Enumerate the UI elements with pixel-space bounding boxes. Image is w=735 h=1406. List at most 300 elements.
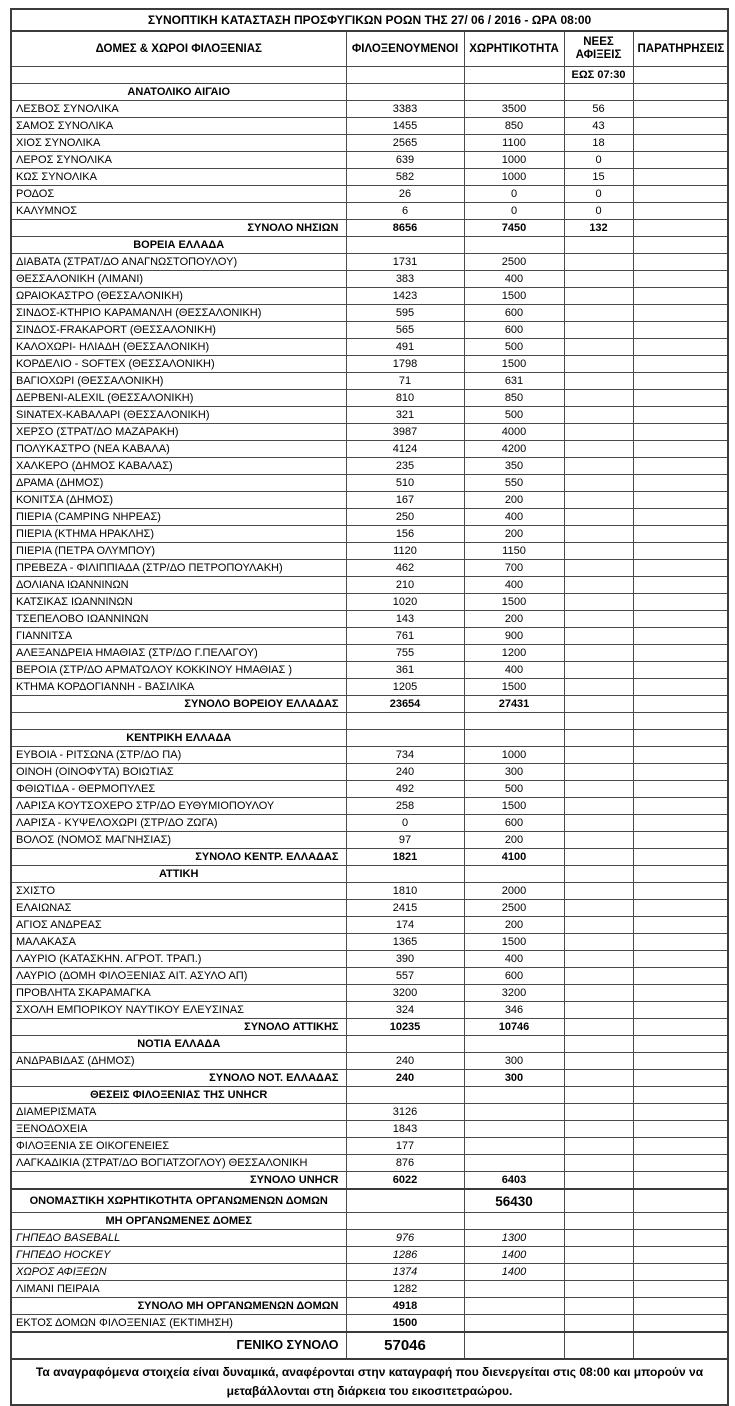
- table-row: [11, 526, 728, 543]
- cell-label: ΤΣΕΠΕΛΟΒΟ ΙΩΑΝΝΙΝΩΝ: [11, 611, 346, 628]
- cell-arrivals: [564, 1332, 633, 1359]
- cell-notes: [633, 152, 728, 169]
- cell-arrivals: [564, 1087, 633, 1104]
- cell-hosted: 1810: [346, 883, 464, 900]
- column-header-row: [11, 31, 728, 67]
- cell-arrivals: [564, 1172, 633, 1190]
- cell-notes: [633, 764, 728, 781]
- cell-capacity: 0: [464, 186, 564, 203]
- cell-notes: [633, 1070, 728, 1087]
- cell-arrivals: [564, 662, 633, 679]
- cell-arrivals: [564, 254, 633, 271]
- table-row: [11, 475, 728, 492]
- cell-hosted: [346, 84, 464, 101]
- cell-capacity: [464, 1087, 564, 1104]
- cell-arrivals: [564, 526, 633, 543]
- cell-capacity: 1400: [464, 1264, 564, 1281]
- cell-capacity: [464, 1281, 564, 1298]
- cell-notes: [633, 407, 728, 424]
- cell-capacity: [464, 1121, 564, 1138]
- table-row: [11, 118, 728, 135]
- cell-capacity: 7450: [464, 220, 564, 237]
- cell-arrivals: [564, 934, 633, 951]
- cell-capacity: 2500: [464, 254, 564, 271]
- table-row: [11, 441, 728, 458]
- column-header-remarks: ΠΑΡΑΤΗΡΗΣΕΙΣ: [633, 31, 728, 67]
- total-row: [11, 1298, 728, 1315]
- cell-label: SINATEX-ΚΑΒΑΛΑΡΙ (ΘΕΣΣΑΛΟΝΙΚΗ): [11, 407, 346, 424]
- table-row: [11, 203, 728, 220]
- cell-hosted: 71: [346, 373, 464, 390]
- cell-label: ΒΟΡΕΙΑ ΕΛΛΑΔΑ: [11, 237, 346, 254]
- cell-label: ΣΧΙΣΤΟ: [11, 883, 346, 900]
- cell-hosted: 156: [346, 526, 464, 543]
- cell-arrivals: [564, 1036, 633, 1053]
- subheader-arrivals-until: ΕΩΣ 07:30: [564, 67, 633, 84]
- table-row: [11, 560, 728, 577]
- section-header-row: [11, 1036, 728, 1053]
- footer-note-row: [11, 1359, 728, 1405]
- cell-notes: [633, 1298, 728, 1315]
- cell-arrivals: [564, 1070, 633, 1087]
- cell-notes: [633, 322, 728, 339]
- cell-notes: [633, 339, 728, 356]
- table-row: [11, 305, 728, 322]
- cell-notes: [633, 135, 728, 152]
- cell-capacity: 1500: [464, 288, 564, 305]
- cell-notes: [633, 696, 728, 713]
- cell-arrivals: [564, 305, 633, 322]
- cell-label: ΒΑΓΙΟΧΩΡΙ (ΘΕΣΣΑΛΟΝΙΚΗ): [11, 373, 346, 390]
- table-row: [11, 917, 728, 934]
- cell-hosted: 557: [346, 968, 464, 985]
- cell-hosted: 1500: [346, 1315, 464, 1333]
- cell-hosted: 177: [346, 1138, 464, 1155]
- cell-hosted: 210: [346, 577, 464, 594]
- cell-label: ΧΑΛΚΕΡΟ (ΔΗΜΟΣ ΚΑΒΑΛΑΣ): [11, 458, 346, 475]
- subheader-empty: [464, 67, 564, 84]
- cell-capacity: 300: [464, 764, 564, 781]
- cell-hosted: 510: [346, 475, 464, 492]
- cell-capacity: [464, 1315, 564, 1333]
- cell-notes: [633, 220, 728, 237]
- cell-arrivals: [564, 1019, 633, 1036]
- cell-notes: [633, 628, 728, 645]
- cell-label: ΝΟΤΙΑ ΕΛΛΑΔΑ: [11, 1036, 346, 1053]
- cell-arrivals: [564, 1230, 633, 1247]
- table-row: [11, 322, 728, 339]
- cell-hosted: 174: [346, 917, 464, 934]
- cell-capacity: 200: [464, 832, 564, 849]
- cell-capacity: 1000: [464, 152, 564, 169]
- cell-hosted: 755: [346, 645, 464, 662]
- cell-arrivals: 132: [564, 220, 633, 237]
- cell-hosted: 143: [346, 611, 464, 628]
- cell-label: ΡΟΔΟΣ: [11, 186, 346, 203]
- cell-label: ΔΟΛΙΑΝΑ ΙΩΑΝΝΙΝΩΝ: [11, 577, 346, 594]
- subheader-empty: [346, 67, 464, 84]
- cell-label: ΕΚΤΟΣ ΔΟΜΩΝ ΦΙΛΟΞΕΝΙΑΣ (ΕΚΤΙΜΗΣΗ): [11, 1315, 346, 1333]
- cell-arrivals: [564, 815, 633, 832]
- cell-notes: [633, 1281, 728, 1298]
- cell-arrivals: [564, 560, 633, 577]
- table-row: [11, 662, 728, 679]
- cell-arrivals: [564, 84, 633, 101]
- cell-capacity: [464, 866, 564, 883]
- cell-hosted: [346, 1189, 464, 1213]
- cell-arrivals: [564, 1121, 633, 1138]
- cell-hosted: [346, 1036, 464, 1053]
- cell-arrivals: [564, 1155, 633, 1172]
- total-row: [11, 1172, 728, 1190]
- cell-notes: [633, 645, 728, 662]
- cell-notes: [633, 985, 728, 1002]
- cell-hosted: 976: [346, 1230, 464, 1247]
- cell-label: ΓΕΝΙΚΟ ΣΥΝΟΛΟ: [11, 1332, 346, 1359]
- cell-capacity: 3500: [464, 101, 564, 118]
- cell-label: ΣΥΝΟΛΟ UNHCR: [11, 1172, 346, 1190]
- grand-total-row: [11, 1332, 728, 1359]
- cell-hosted: 4918: [346, 1298, 464, 1315]
- cell-notes: [633, 356, 728, 373]
- cell-capacity: 0: [464, 203, 564, 220]
- cell-capacity: 1150: [464, 543, 564, 560]
- cell-hosted: 582: [346, 169, 464, 186]
- cell-label: ΠΟΛΥΚΑΣΤΡΟ (ΝΕΑ ΚΑΒΑΛΑ): [11, 441, 346, 458]
- cell-arrivals: 0: [564, 152, 633, 169]
- cell-capacity: 1300: [464, 1230, 564, 1247]
- cell-arrivals: [564, 475, 633, 492]
- cell-arrivals: [564, 883, 633, 900]
- cell-capacity: 27431: [464, 696, 564, 713]
- cell-notes: [633, 747, 728, 764]
- cell-notes: [633, 441, 728, 458]
- cell-label: ΠΡΕΒΕΖΑ - ΦΙΛΙΠΠΙΑΔΑ (ΣΤΡ/ΔΟ ΠΕΤΡΟΠΟΥΛΑΚΗ): [11, 560, 346, 577]
- cell-capacity: [464, 730, 564, 747]
- cell-hosted: 3987: [346, 424, 464, 441]
- cell-arrivals: [564, 543, 633, 560]
- table-row: [11, 1053, 728, 1070]
- cell-arrivals: [564, 781, 633, 798]
- cell-label: ΚΤΗΜΑ ΚΟΡΔΟΓΙΑΝΝΗ - ΒΑΣΙΛΙΚΑ: [11, 679, 346, 696]
- cell-label: ΦΘΙΩΤΙΔΑ - ΘΕΡΜΟΠΥΛΕΣ: [11, 781, 346, 798]
- cell-notes: [633, 1053, 728, 1070]
- cell-notes: [633, 917, 728, 934]
- cell-capacity: 200: [464, 492, 564, 509]
- subheader-empty: [11, 67, 346, 84]
- cell-notes: [633, 611, 728, 628]
- cell-hosted: 1205: [346, 679, 464, 696]
- cell-label: ΕΛΑΙΩΝΑΣ: [11, 900, 346, 917]
- cell-notes: [633, 1332, 728, 1359]
- cell-capacity: 600: [464, 322, 564, 339]
- cell-hosted: 57046: [346, 1332, 464, 1359]
- column-header-facilities: ΔΟΜΕΣ & ΧΩΡΟΙ ΦΙΛΟΞΕΝΙΑΣ: [11, 31, 346, 67]
- table-row: [11, 271, 728, 288]
- cell-arrivals: [564, 832, 633, 849]
- cell-arrivals: [564, 509, 633, 526]
- table-row: [11, 458, 728, 475]
- cell-hosted: 595: [346, 305, 464, 322]
- cell-capacity: 1200: [464, 645, 564, 662]
- refugee-flows-table: [10, 8, 729, 1406]
- cell-capacity: 600: [464, 815, 564, 832]
- cell-capacity: 200: [464, 917, 564, 934]
- cell-hosted: 1843: [346, 1121, 464, 1138]
- cell-arrivals: [564, 951, 633, 968]
- cell-notes: [633, 373, 728, 390]
- cell-arrivals: [564, 458, 633, 475]
- cell-label: ΚΟΝΙΤΣΑ (ΔΗΜΟΣ): [11, 492, 346, 509]
- cell-capacity: 350: [464, 458, 564, 475]
- cell-label: ΑΝΑΤΟΛΙΚΟ ΑΙΓΑΙΟ: [11, 84, 346, 101]
- cell-arrivals: [564, 1315, 633, 1333]
- cell-label: ΧΙΟΣ ΣΥΝΟΛΙΚΑ: [11, 135, 346, 152]
- cell-label: ΚΑΤΣΙΚΑΣ ΙΩΑΝΝΙΝΩΝ: [11, 594, 346, 611]
- cell-hosted: 6: [346, 203, 464, 220]
- cell-hosted: 4124: [346, 441, 464, 458]
- total-row: [11, 1019, 728, 1036]
- cell-capacity: 700: [464, 560, 564, 577]
- cell-notes: [633, 254, 728, 271]
- cell-label: ΘΕΣΣΑΛΟΝΙΚΗ (ΛΙΜΑΝΙ): [11, 271, 346, 288]
- cell-notes: [633, 237, 728, 254]
- cell-notes: [633, 713, 728, 730]
- cell-arrivals: 15: [564, 169, 633, 186]
- cell-arrivals: [564, 713, 633, 730]
- cell-arrivals: [564, 1264, 633, 1281]
- cell-hosted: 23654: [346, 696, 464, 713]
- cell-label: ΛΑΡΙΣΑ - ΚΥΨΕΛΟΧΩΡΙ (ΣΤΡ/ΔΟ ΖΩΓΑ): [11, 815, 346, 832]
- cell-arrivals: 43: [564, 118, 633, 135]
- footer-note: Τα αναγραφόμενα στοιχεία είναι δυναμικά, αναφέρονται στην καταγραφή που διενεργείται στις 08:00 και μπορούν να μεταβάλλονται στη διάρκεια του εικοσιτετραώρου.: [11, 1359, 728, 1405]
- cell-arrivals: [564, 645, 633, 662]
- table-row: [11, 339, 728, 356]
- page-title: ΣΥΝΟΠΤΙΚΗ ΚΑΤΑΣΤΑΣΗ ΠΡΟΣΦΥΓΙΚΩΝ ΡΟΩΝ ΤΗΣ 27/ 06 / 2016 - ΩΡΑ 08:00: [11, 9, 728, 31]
- cell-capacity: 4200: [464, 441, 564, 458]
- cell-notes: [633, 492, 728, 509]
- cell-capacity: 1500: [464, 679, 564, 696]
- table-row: [11, 628, 728, 645]
- cell-hosted: 258: [346, 798, 464, 815]
- cell-hosted: 639: [346, 152, 464, 169]
- cell-label: ΚΩΣ ΣΥΝΟΛΙΚΑ: [11, 169, 346, 186]
- cell-capacity: 10746: [464, 1019, 564, 1036]
- cell-capacity: 500: [464, 407, 564, 424]
- cell-label: ΣΑΜΟΣ ΣΥΝΟΛΙΚΑ: [11, 118, 346, 135]
- cell-arrivals: [564, 407, 633, 424]
- cell-notes: [633, 781, 728, 798]
- cell-arrivals: [564, 1281, 633, 1298]
- cell-label: ΞΕΝΟΔΟΧΕΙΑ: [11, 1121, 346, 1138]
- table-row: [11, 832, 728, 849]
- cell-notes: [633, 509, 728, 526]
- table-row: [11, 934, 728, 951]
- cell-arrivals: [564, 696, 633, 713]
- cell-notes: [633, 101, 728, 118]
- cell-capacity: 850: [464, 118, 564, 135]
- table-row: [11, 152, 728, 169]
- cell-label: ΣΥΝΟΛΟ ΑΤΤΙΚΗΣ: [11, 1019, 346, 1036]
- cell-capacity: 600: [464, 968, 564, 985]
- cell-notes: [633, 883, 728, 900]
- cell-arrivals: [564, 356, 633, 373]
- cell-label: ΛΙΜΑΝΙ ΠΕΙΡΑΙΑ: [11, 1281, 346, 1298]
- cell-hosted: 492: [346, 781, 464, 798]
- estimate-row: [11, 1315, 728, 1333]
- section-header-row: [11, 237, 728, 254]
- cell-label: ΘΕΣΕΙΣ ΦΙΛΟΞΕΝΙΑΣ ΤΗΣ UNHCR: [11, 1087, 346, 1104]
- cell-hosted: 8656: [346, 220, 464, 237]
- cell-label: ΓΙΑΝΝΙΤΣΑ: [11, 628, 346, 645]
- table-row: [11, 968, 728, 985]
- table-row: [11, 543, 728, 560]
- section-header-row: [11, 84, 728, 101]
- cell-notes: [633, 1138, 728, 1155]
- cell-arrivals: [564, 390, 633, 407]
- cell-label: ΣΥΝΟΛΟ ΜΗ ΟΡΓΑΝΩΜΕΝΩΝ ΔΟΜΩΝ: [11, 1298, 346, 1315]
- cell-arrivals: [564, 594, 633, 611]
- cell-capacity: 200: [464, 611, 564, 628]
- cell-arrivals: [564, 849, 633, 866]
- cell-label: ΛΕΣΒΟΣ ΣΥΝΟΛΙΚΑ: [11, 101, 346, 118]
- cell-label: ΜΑΛΑΚΑΣΑ: [11, 934, 346, 951]
- cell-capacity: 550: [464, 475, 564, 492]
- cell-label: ΚΕΝΤΡΙΚΗ ΕΛΛΑΔΑ: [11, 730, 346, 747]
- table-row: [11, 781, 728, 798]
- section-header-row: [11, 730, 728, 747]
- cell-capacity: 600: [464, 305, 564, 322]
- cell-hosted: 26: [346, 186, 464, 203]
- table-row: [11, 254, 728, 271]
- cell-label: ΣΥΝΟΛΟ ΚΕΝΤΡ. ΕΛΛΑΔΑΣ: [11, 849, 346, 866]
- cell-notes: [633, 560, 728, 577]
- cell-arrivals: [564, 237, 633, 254]
- table-row: [11, 815, 728, 832]
- cell-arrivals: [564, 441, 633, 458]
- cell-hosted: 3383: [346, 101, 464, 118]
- cell-label: ΛΕΡΟΣ ΣΥΝΟΛΙΚΑ: [11, 152, 346, 169]
- cell-label: ΛΑΡΙΣΑ ΚΟΥΤΣΟΧΕΡΟ ΣΤΡ/ΔΟ ΕΥΘΥΜΙΟΠΟΥΛΟΥ: [11, 798, 346, 815]
- table-row: [11, 101, 728, 118]
- cell-hosted: 3200: [346, 985, 464, 1002]
- cell-notes: [633, 271, 728, 288]
- cell-capacity: 400: [464, 577, 564, 594]
- cell-label: ΧΩΡΟΣ ΑΦΙΞΕΩΝ: [11, 1264, 346, 1281]
- cell-notes: [633, 1247, 728, 1264]
- cell-label: ΠΙΕΡΙΑ (ΠΕΤΡΑ ΟΛΥΜΠΟΥ): [11, 543, 346, 560]
- cell-hosted: 0: [346, 815, 464, 832]
- section-header-row: [11, 1213, 728, 1230]
- cell-arrivals: 0: [564, 203, 633, 220]
- cell-arrivals: [564, 1298, 633, 1315]
- cell-arrivals: [564, 798, 633, 815]
- cell-label: ΜΗ ΟΡΓΑΝΩΜΕΝΕΣ ΔΟΜΕΣ: [11, 1213, 346, 1230]
- cell-capacity: 300: [464, 1053, 564, 1070]
- total-row: [11, 1070, 728, 1087]
- cell-label: ΔΙΑΒΑΤΑ (ΣΤΡΑΤ/ΔΟ ΑΝΑΓΝΩΣΤΟΠΟΥΛΟΥ): [11, 254, 346, 271]
- table-row: [11, 1121, 728, 1138]
- cell-notes: [633, 968, 728, 985]
- cell-notes: [633, 305, 728, 322]
- cell-hosted: 1020: [346, 594, 464, 611]
- table-row: [11, 492, 728, 509]
- cell-notes: [633, 662, 728, 679]
- cell-arrivals: [564, 917, 633, 934]
- cell-capacity: 346: [464, 1002, 564, 1019]
- cell-arrivals: [564, 577, 633, 594]
- cell-arrivals: 56: [564, 101, 633, 118]
- cell-hosted: 2415: [346, 900, 464, 917]
- cell-label: ΛΑΓΚΑΔΙΚΙΑ (ΣΤΡΑΤ/ΔΟ ΒΟΓΙΑΤΖΟΓΛΟΥ) ΘΕΣΣΑΛΟΝΙΚΗ: [11, 1155, 346, 1172]
- table-row: [11, 186, 728, 203]
- cell-hosted: 491: [346, 339, 464, 356]
- cell-arrivals: [564, 679, 633, 696]
- table-row: [11, 900, 728, 917]
- cell-hosted: [346, 1087, 464, 1104]
- cell-arrivals: [564, 271, 633, 288]
- table-row: [11, 594, 728, 611]
- cell-capacity: 1100: [464, 135, 564, 152]
- table-row: [11, 798, 728, 815]
- table-row: [11, 424, 728, 441]
- cell-label: ΣΥΝΟΛΟ ΒΟΡΕΙΟΥ ΕΛΛΑΔΑΣ: [11, 696, 346, 713]
- cell-notes: [633, 458, 728, 475]
- cell-hosted: 383: [346, 271, 464, 288]
- cell-label: ΠΙΕΡΙΑ (ΚΤΗΜΑ ΗΡΑΚΛΗΣ): [11, 526, 346, 543]
- cell-hosted: 1120: [346, 543, 464, 560]
- cell-label: ΣΥΝΟΛΟ ΝΟΤ. ΕΛΛΑΔΑΣ: [11, 1070, 346, 1087]
- table-row: [11, 645, 728, 662]
- cell-notes: [633, 849, 728, 866]
- cell-capacity: 6403: [464, 1172, 564, 1190]
- cell-notes: [633, 730, 728, 747]
- column-header-capacity: ΧΩΡΗΤΙΚΟΤΗΤΑ: [464, 31, 564, 67]
- section-header-row: [11, 1087, 728, 1104]
- section-header-row: [11, 866, 728, 883]
- cell-capacity: [464, 713, 564, 730]
- cell-capacity: [464, 237, 564, 254]
- column-header-hosted: ΦΙΛΟΞΕΝΟΥΜΕΝΟΙ: [346, 31, 464, 67]
- table-body: [11, 84, 728, 1360]
- cell-capacity: 1000: [464, 169, 564, 186]
- cell-notes: [633, 1036, 728, 1053]
- table-row: [11, 288, 728, 305]
- cell-label: [11, 713, 346, 730]
- cell-hosted: 1455: [346, 118, 464, 135]
- title-row: [11, 9, 728, 31]
- cell-notes: [633, 1019, 728, 1036]
- cell-label: ΟΙΝΟΗ (ΟΙΝΟΦΥΤΑ) ΒΟΙΩΤΙΑΣ: [11, 764, 346, 781]
- cell-notes: [633, 288, 728, 305]
- total-row: [11, 849, 728, 866]
- cell-label: ΑΝΔΡΑΒΙΔΑΣ (ΔΗΜΟΣ): [11, 1053, 346, 1070]
- cell-notes: [633, 526, 728, 543]
- cell-label: ΑΓΙΟΣ ΑΝΔΡΕΑΣ: [11, 917, 346, 934]
- cell-notes: [633, 424, 728, 441]
- table-row: [11, 509, 728, 526]
- cell-notes: [633, 203, 728, 220]
- cell-notes: [633, 798, 728, 815]
- cell-hosted: 876: [346, 1155, 464, 1172]
- cell-notes: [633, 543, 728, 560]
- cell-capacity: 4100: [464, 849, 564, 866]
- cell-capacity: 300: [464, 1070, 564, 1087]
- cell-hosted: 1282: [346, 1281, 464, 1298]
- table-row: [11, 679, 728, 696]
- cell-label: ΓΗΠΕΔΟ BASEBALL: [11, 1230, 346, 1247]
- cell-notes: [633, 186, 728, 203]
